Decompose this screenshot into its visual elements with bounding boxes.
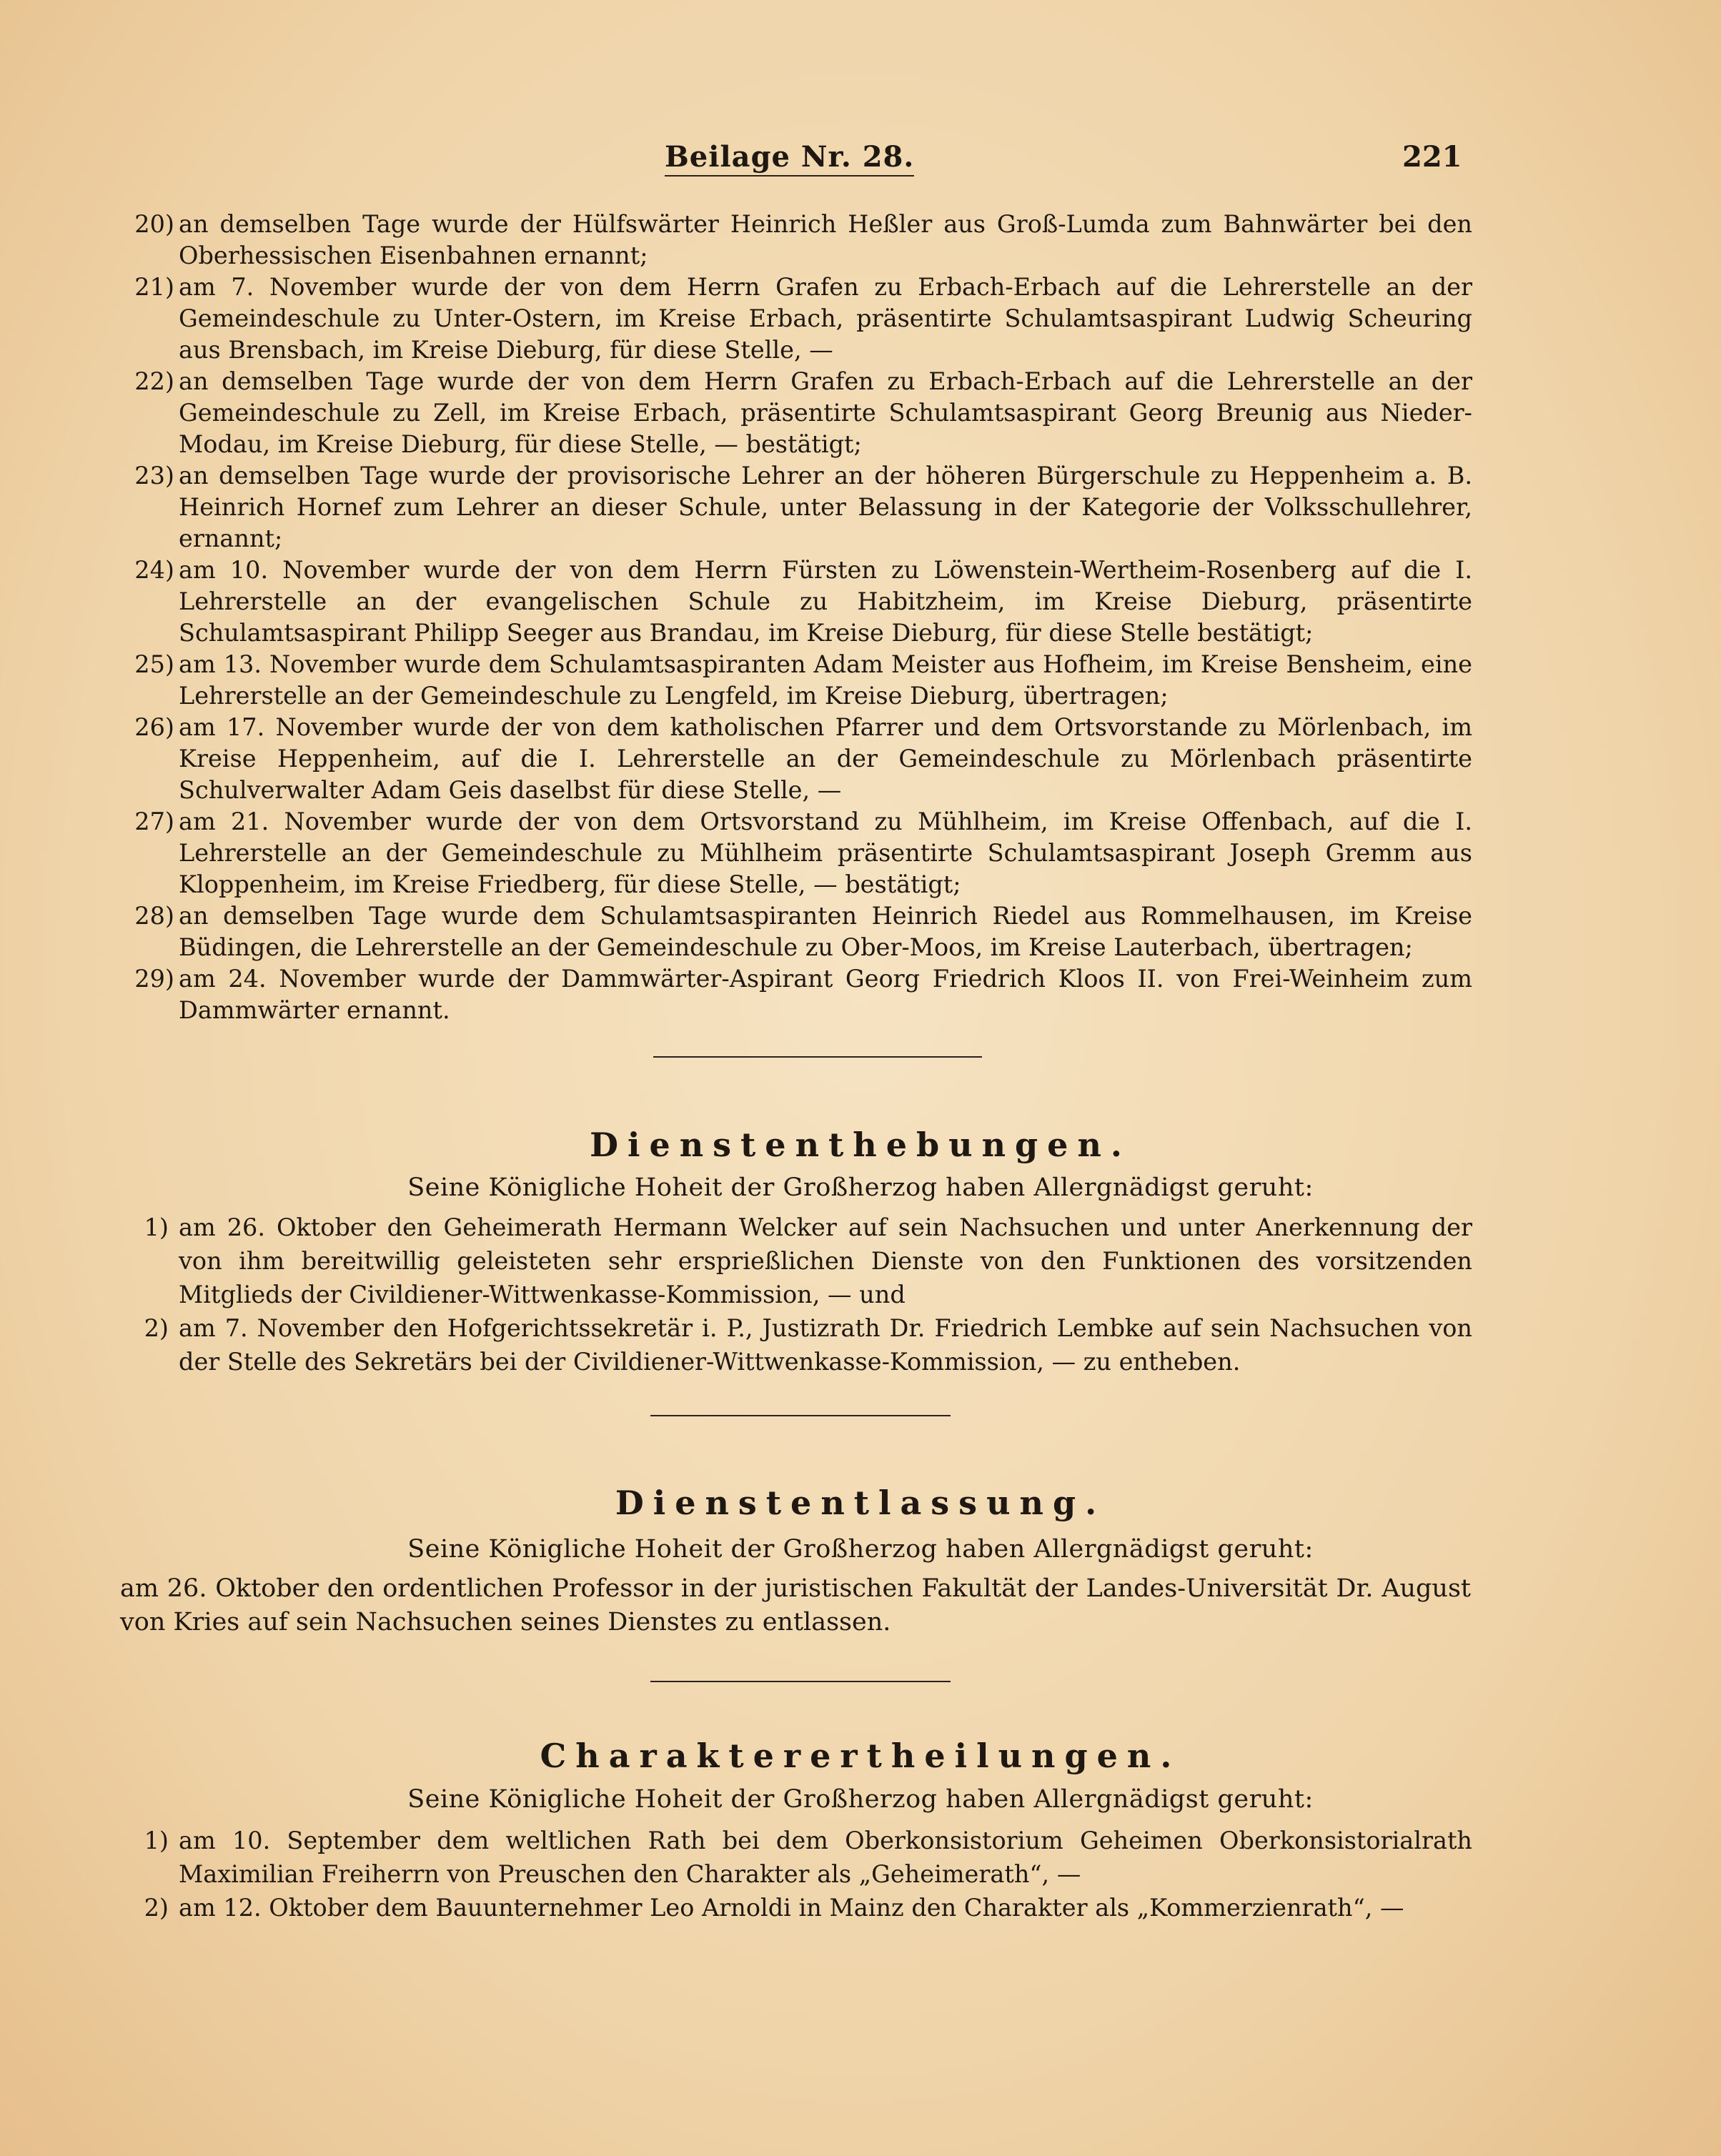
item-text: am 12. Oktober dem Bauunternehmer Leo Arnoldi in Mainz den Charakter als „Kommerzienrath“, — [179,1894,1404,1922]
item-number: 24) [134,556,174,584]
list-item [114,366,1472,460]
item-text: an demselben Tage wurde der Hülfswärter Heinrich Heßler aus Groß-Lumda zum Bahnwärter bei den Oberhessischen Eisenbahnen ernannt; [179,210,1472,269]
item-number: 25) [134,650,174,678]
item-text: am 17. November wurde der von dem katholischen Pfarrer und dem Ortsvorstande zu Mörlenbach, im Kreise Heppenheim, auf die I. Lehrerstelle an der Gemeindeschule zu Mörlenbach präsentirte Schulverwalter Adam Geis daselbst für diese Stelle, — [179,713,1472,804]
item-text: an demselben Tage wurde der von dem Herrn Grafen zu Erbach-Erbach auf die Lehrerstelle an der Gemeindeschule zu Zell, im Kreise Erbach, präsentirte Schulamtsaspirant Georg Breunig aus Nieder-Modau, im Kreise Dieburg, für diese Stelle, — bestätigt; [179,367,1472,458]
list-item [114,649,1472,712]
item-number: 2) [144,1894,169,1922]
item-number: 23) [134,462,174,490]
section-intro: Seine Königliche Hoheit der Großherzog haben Allergnädigst geruht: [407,1535,1314,1564]
item-number: 1) [144,1827,169,1854]
item-text: am 7. November wurde der von dem Herrn Grafen zu Erbach-Erbach auf die Lehrerstelle an der Gemeindeschule zu Unter-Ostern, im Kreise Erbach, präsentirte Schulamtsaspirant Ludwig Scheuring aus Brensbach, im Kreise Dieburg, für diese Stelle, — [179,273,1472,364]
list-item [114,1891,1472,1924]
list-item [114,555,1472,649]
item-text: am 7. November den Hofgerichtssekretär i. P., Justizrath Dr. Friedrich Lembke auf sein Nachsuchen von der Stelle des Sekretärs bei der Civildiener-Wittwenkasse-Kommission, — zu entheben. [179,1314,1472,1376]
list-item [114,806,1472,900]
item-text: am 21. November wurde der von dem Ortsvorstand zu Mühlheim, im Kreise Offenbach, auf die I. Lehrerstelle an der Gemeindeschule zu Mühlheim präsentirte Schulamtsaspirant Joseph Gremm aus Kloppenheim, im Kreise Friedberg, für diese Stelle, — bestätigt; [179,808,1472,898]
section-intro: Seine Königliche Hoheit der Großherzog haben Allergnädigst geruht: [407,1173,1314,1202]
list-item [114,460,1472,555]
section-heading-dienstenthebungen: Dienstenthebungen. [590,1126,1131,1164]
item-text: am 24. November wurde der Dammwärter-Aspirant Georg Friedrich Kloos II. von Frei-Weinheim zum Dammwärter ernannt. [179,965,1472,1024]
item-number: 20) [134,210,174,238]
list-item [114,1824,1472,1891]
item-text: an demselben Tage wurde der provisorische Lehrer an der höheren Bürgerschule zu Heppenheim a. B. Heinrich Hornef zum Lehrer an dieser Schule, unter Belassung in der Kategorie der Volksschullehrer, ernannt; [179,462,1472,552]
item-number: 22) [134,367,174,395]
item-number: 21) [134,273,174,301]
list-item [114,272,1472,366]
item-text: an demselben Tage wurde dem Schulamtsaspiranten Heinrich Riedel aus Rommelhausen, im Kreise Büdingen, die Lehrerstelle an der Gemeindeschule zu Ober-Moos, im Kreise Lauterbach, übertragen; [179,902,1472,961]
section-heading-dienstentlassung: Dienstentlassung. [615,1484,1106,1522]
list-item [114,1311,1472,1378]
page-number: 221 [1402,140,1462,174]
running-head: Beilage Nr. 28. [665,140,914,177]
section-divider [650,1415,951,1416]
list-item [114,209,1472,272]
item-text: am 10. September dem weltlichen Rath bei dem Oberkonsistorium Geheimen Oberkonsistorialrath Maximilian Freiherrn von Preuschen den Charakter als „Geheimerath“, — [179,1827,1472,1888]
item-text: am 26. Oktober den Geheimerath Hermann Welcker auf sein Nachsuchen und unter Anerkennung der von ihm bereitwillig geleisteten sehr ersprießlichen Dienste von den Funktionen des vorsitzenden Mitglieds der Civildiener-Wittwenkasse-Kommission, — und [179,1213,1472,1308]
list-item [114,712,1472,806]
list-item [114,963,1472,1026]
section-divider [653,1056,982,1058]
item-number: 28) [134,902,174,930]
item-number: 1) [144,1213,169,1241]
dienstenthebungen-list [114,1211,1472,1378]
item-text: am 10. November wurde der von dem Herrn Fürsten zu Löwenstein-Wertheim-Rosenberg auf die I. Lehrerstelle an der evangelischen Schule zu Habitzheim, im Kreise Dieburg, präsentirte Schulamtsaspirant Philipp Seeger aus Brandau, im Kreise Dieburg, für diese Stelle bestätigt; [179,556,1472,647]
section-intro: Seine Königliche Hoheit der Großherzog haben Allergnädigst geruht: [407,1785,1314,1814]
dienstentlassung-text: am 26. Oktober den ordentlichen Professor in der juristischen Fakultät der Landes-Universität Dr. August von Kries auf sein Nachsuchen seines Dienstes zu entlassen. [120,1574,1471,1636]
item-number: 2) [144,1314,169,1342]
list-item [114,900,1472,963]
appointments-list [114,209,1472,1026]
charakterertheilungen-list [114,1824,1472,1924]
section-heading-charakterertheilungen: Charakterertheilungen. [540,1737,1181,1775]
item-number: 29) [134,965,174,993]
item-number: 27) [134,808,174,835]
section-divider [650,1681,951,1682]
item-text: am 13. November wurde dem Schulamtsaspiranten Adam Meister aus Hofheim, im Kreise Bensheim, eine Lehrerstelle an der Gemeindeschule zu Lengfeld, im Kreise Dieburg, übertragen; [179,650,1472,710]
item-number: 26) [134,713,174,741]
list-item [114,1211,1472,1311]
